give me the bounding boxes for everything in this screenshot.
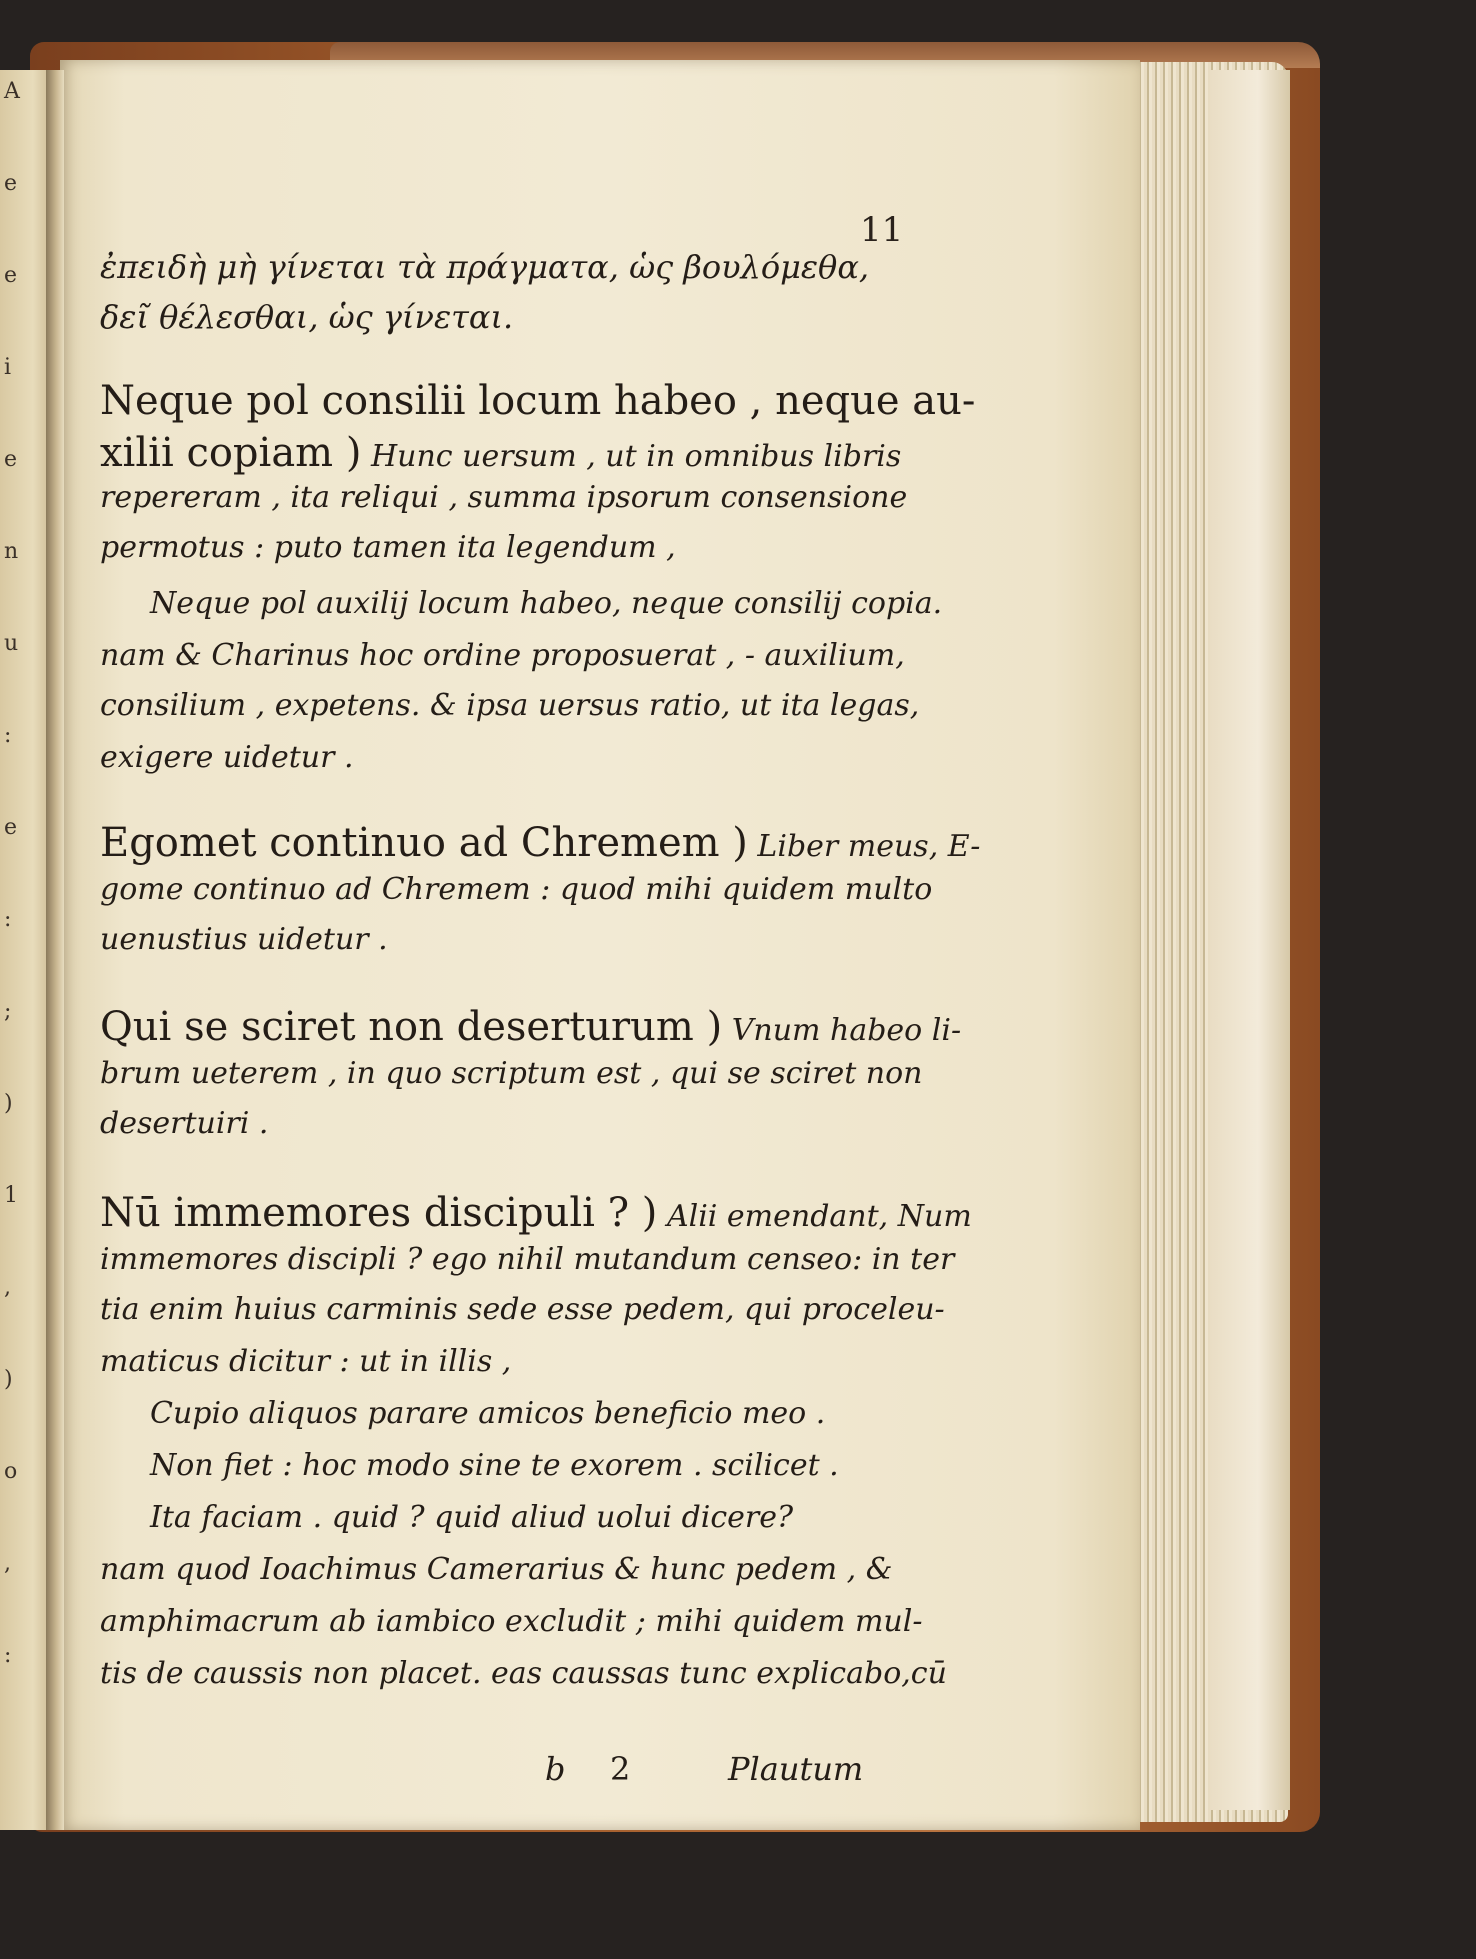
margin-mark: e — [4, 171, 18, 196]
margin-mark: ; — [4, 999, 12, 1024]
commentary: amphimacrum ab iambico excludit ; mihi quidem mul- — [100, 1604, 923, 1639]
catchword: Plautum — [728, 1750, 864, 1788]
commentary: uenustius uidetur . — [100, 922, 388, 957]
commentary: Cupio aliquos parare amicos beneficio meo . — [150, 1396, 826, 1431]
text-line — [100, 872, 932, 907]
lemma: Nū immemores discipuli ? ) — [100, 1190, 658, 1236]
gutter-shadow — [46, 70, 64, 1830]
commentary: immemores discipli ? ego nihil mutandum censeo: in ter — [100, 1242, 955, 1277]
signature-number: 2 — [610, 1750, 631, 1788]
commentary: gome continuo ad Chremem : quod mihi quidem multo — [100, 872, 933, 907]
text-line — [100, 1292, 945, 1327]
greek-line: ἐπειδὴ μὴ γίνεται τὰ πράγματα, ὡς βουλόμεθα, — [100, 248, 870, 286]
commentary: Vnum habeo li- — [722, 1013, 962, 1048]
text-line — [100, 480, 907, 515]
left-page-marks — [4, 70, 20, 1770]
text-line — [100, 922, 388, 957]
text-line — [100, 1106, 268, 1141]
commentary: maticus dicitur : ut in illis , — [100, 1344, 512, 1379]
margin-mark: e — [4, 447, 18, 472]
text-line — [100, 1604, 922, 1639]
right-page — [60, 60, 1140, 1830]
margin-mark: e — [4, 815, 18, 840]
commentary: Alii emendant, Num — [657, 1199, 972, 1234]
commentary: brum ueterem , in quo scriptum est , qui se sciret non — [100, 1056, 923, 1091]
page-edges-front — [1210, 70, 1290, 1810]
text-line — [100, 740, 354, 775]
lemma: Qui se sciret non deserturum ) — [100, 1004, 723, 1050]
signature-mark: b — [545, 1750, 566, 1788]
commentary: nam quod Ioachimus Camerarius & hunc pedem , & — [100, 1552, 893, 1587]
text-line — [150, 1396, 825, 1431]
text-line — [150, 586, 942, 621]
commentary: tis de caussis non placet. eas caussas tunc explicabo,cū — [100, 1656, 947, 1691]
margin-mark: ) — [4, 1091, 13, 1116]
margin-mark: o — [4, 1459, 18, 1484]
text-line — [100, 688, 919, 723]
margin-mark: : — [4, 907, 12, 932]
commentary: permotus : puto tamen ita legendum , — [100, 530, 676, 565]
text-line — [100, 430, 901, 476]
margin-mark: 1 — [4, 1183, 18, 1208]
margin-mark: ) — [4, 1367, 13, 1392]
text-line — [150, 1500, 793, 1535]
margin-mark: , — [4, 1551, 11, 1576]
text-line — [100, 1004, 961, 1050]
margin-mark: e — [4, 263, 18, 288]
margin-mark: : — [4, 723, 12, 748]
commentary: Liber meus, E- — [747, 829, 981, 864]
greek-line: δεῖ θέλεσθαι, ὡς γίνεται. — [100, 298, 514, 336]
text-line — [100, 638, 905, 673]
margin-mark: : — [4, 1643, 12, 1668]
text-line — [100, 1242, 954, 1277]
margin-mark: , — [4, 1275, 11, 1300]
margin-mark: u — [4, 631, 19, 656]
commentary: consilium , expetens. & ipsa uersus ratio, ut ita legas, — [100, 688, 920, 723]
text-line — [100, 1552, 892, 1587]
commentary: Hunc uersum , ut in omnibus libris — [361, 439, 902, 474]
commentary: exigere uidetur . — [100, 740, 354, 775]
text-line — [100, 1344, 511, 1379]
commentary: repereram , ita reliqui , summa ipsorum consensione — [100, 480, 908, 515]
text-line — [100, 530, 676, 565]
text-line — [100, 1656, 947, 1691]
text-line — [100, 820, 980, 866]
lemma: Neque pol consilii locum habeo , neque au- — [100, 378, 976, 424]
text-line — [100, 378, 975, 424]
margin-mark: n — [4, 539, 19, 564]
margin-mark: i — [4, 355, 12, 380]
text-line — [150, 1448, 839, 1483]
commentary: Non fiet : hoc modo sine te exorem . scilicet . — [150, 1448, 839, 1483]
text-line — [100, 1190, 972, 1236]
margin-mark: A — [4, 79, 20, 104]
commentary: Ita faciam . quid ? quid aliud uolui dicere? — [150, 1500, 794, 1535]
text-line — [100, 1056, 923, 1091]
lemma: Egomet continuo ad Chremem ) — [100, 820, 748, 866]
folio-number: 11 — [860, 210, 904, 250]
lemma: xilii copiam ) — [100, 430, 362, 476]
commentary: Neque pol auxilij locum habeo, neque consilij copia. — [150, 586, 943, 621]
commentary: nam & Charinus hoc ordine proposuerat , - auxilium, — [100, 638, 905, 673]
commentary: tia enim huius carminis sede esse pedem, qui proceleu- — [100, 1292, 945, 1327]
commentary: desertuiri . — [100, 1106, 269, 1141]
